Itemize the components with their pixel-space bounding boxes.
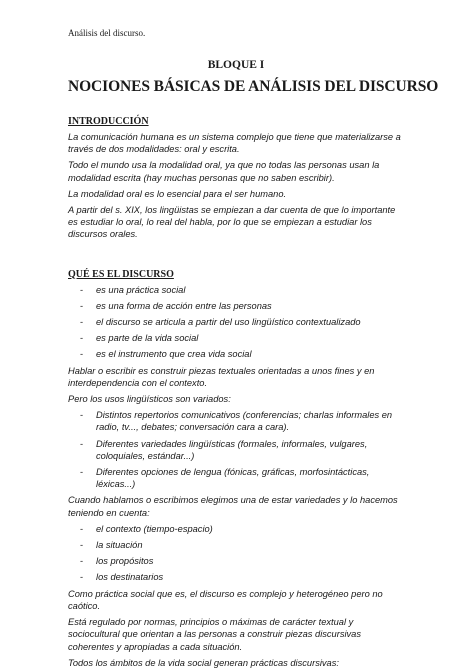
list-item: [68, 332, 404, 344]
body-paragraph: Como práctica social que es, el discurso es complejo y heterogéneo pero no caótico.: [68, 588, 383, 611]
list-item-text: Distintos repertorios comunicativos (conferencias; charlas informales en radio, tv..., debates; conversación cara a cara).: [96, 410, 393, 433]
list-item-text: la situación: [96, 540, 143, 551]
discurso-heading: QUÉ ES EL DISCURSO: [68, 268, 174, 280]
section-spacer: [68, 245, 404, 269]
body-paragraph: Pero los usos lingüísticos son variados:: [68, 394, 231, 405]
list-item: [68, 348, 404, 360]
list-item-text: los propósitos: [96, 556, 154, 567]
dash-bullet: -: [80, 410, 84, 421]
list-item: [68, 284, 404, 296]
dash-bullet: -: [80, 523, 84, 534]
list-item-text: el discurso se articula a partir del uso lingüístico contextualizado: [96, 317, 361, 328]
list-item: [68, 523, 404, 535]
dash-bullet: -: [80, 438, 84, 449]
list-item: [68, 438, 404, 462]
list-item-text: los destinatarios: [96, 572, 164, 583]
intro-paragraph: La modalidad oral es lo esencial para el ser humano.: [68, 188, 287, 199]
dash-bullet: -: [80, 540, 84, 551]
dash-bullet: -: [80, 333, 84, 344]
dash-bullet: -: [80, 467, 84, 478]
list-item: [68, 539, 404, 551]
list-item: [68, 300, 404, 312]
intro-heading: INTRODUCCIÓN: [68, 116, 149, 127]
running-header: Análisis del discurso.: [68, 28, 146, 38]
intro-paragraph: A partir del s. XIX, los lingüistas se empiezan a dar cuenta de que lo importante es estudiar lo oral, lo real del habla, por lo que se empiezan a estudiar los discursos orales.: [68, 205, 396, 240]
dash-bullet: -: [80, 556, 84, 567]
list-item-text: es parte de la vida social: [96, 333, 199, 344]
list-item-text: es el instrumento que crea vida social: [96, 349, 252, 360]
list-item-text: Diferentes opciones de lengua (fónicas, gráficas, morfosintácticas, léxicas...): [96, 467, 370, 490]
body-paragraph: Está regulado por normas, principios o máximas de carácter textual y sociocultural que orientan a las personas a construir piezas discursivas coherentes y apropiadas a cada situación.: [68, 617, 362, 652]
list-item: [68, 555, 404, 567]
body-paragraph: Hablar o escribir es construir piezas textuales orientadas a unos fines y en interdependencia con el contexto.: [68, 365, 375, 388]
dash-bullet: -: [80, 284, 84, 295]
dash-bullet: -: [80, 572, 84, 583]
list-item-text: el contexto (tiempo-espacio): [96, 523, 213, 534]
list-item-text: Diferentes variedades lingüísticas (formales, informales, vulgares, coloquiales, estándar...): [96, 438, 368, 461]
list-item: [68, 571, 404, 583]
list-item: [68, 316, 404, 328]
list-item: [68, 466, 404, 490]
intro-section: [68, 116, 404, 241]
block-label: BLOQUE I: [207, 59, 265, 71]
variety-list: [68, 409, 404, 490]
page-title: NOCIONES BÁSICAS DE ANÁLISIS DEL DISCURSO: [68, 78, 439, 95]
list-item-text: es una práctica social: [96, 284, 186, 295]
discurso-section: [68, 269, 404, 669]
list-item-text: es una forma de acción entre las personas: [96, 300, 272, 311]
criteria-list: [68, 523, 404, 584]
intro-paragraph: Todo el mundo usa la modalidad oral, ya que no todas las personas usan la modalidad escrita (hay muchas personas que no saben escribir).: [68, 160, 380, 183]
definition-list: [68, 284, 404, 361]
body-paragraph: Todos los ámbitos de la vida social generan prácticas discursivas:: [68, 657, 339, 668]
dash-bullet: -: [80, 349, 84, 360]
dash-bullet: -: [80, 300, 84, 311]
list-item: [68, 409, 404, 433]
dash-bullet: -: [80, 317, 84, 328]
body-paragraph: Cuando hablamos o escribimos elegimos una de estar variedades y lo hacemos teniendo en cuenta:: [68, 495, 398, 518]
intro-paragraph: La comunicación humana es un sistema complejo que tiene que materializarse a través de dos modalidades: oral y escrita.: [68, 132, 401, 155]
